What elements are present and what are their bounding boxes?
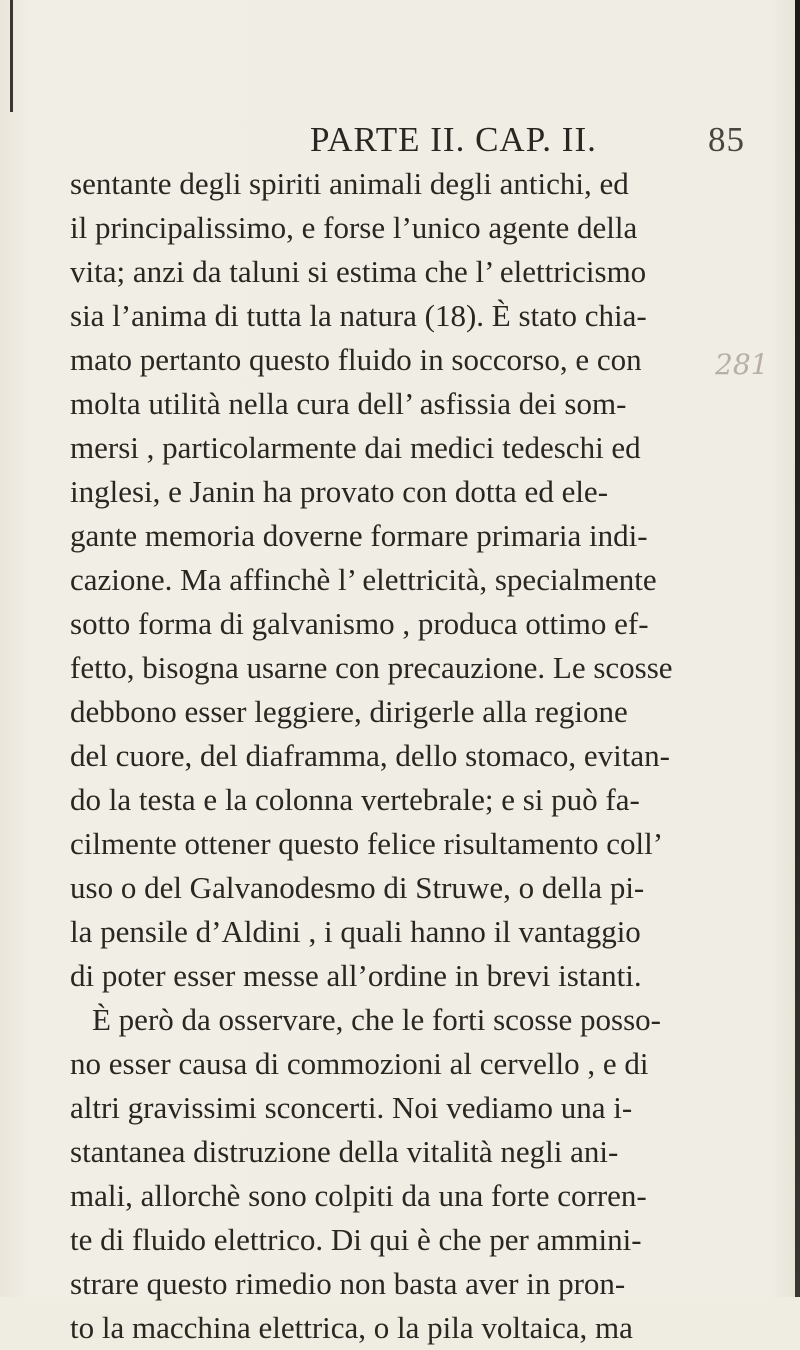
page-left-edge bbox=[10, 0, 13, 112]
text-line: altri gravissimi sconcerti. Noi vediamo una i- bbox=[70, 1090, 633, 1125]
text-line: sotto forma di galvanismo , produca ottimo ef- bbox=[70, 606, 649, 641]
text-line: mali, allorchè sono colpiti da una forte corren- bbox=[70, 1178, 647, 1213]
text-line: È però da osservare, che le forti scosse posso- bbox=[92, 1002, 662, 1037]
page-header bbox=[0, 120, 800, 160]
text-line: gante memoria doverne formare primaria indi- bbox=[70, 518, 648, 553]
text-line: mato pertanto questo fluido in soccorso, e con bbox=[70, 342, 642, 377]
text-line: sia l’anima di tutta la natura (18). È stato chia- bbox=[70, 298, 647, 333]
text-line: te di fluido elettrico. Di qui è che per ammini- bbox=[70, 1222, 642, 1257]
text-line: cilmente ottener questo felice risultamento coll’ bbox=[70, 826, 664, 861]
page-right-edge bbox=[795, 0, 800, 1297]
text-line: vita; anzi da taluni si estima che l’ elettricismo bbox=[70, 254, 647, 289]
text-line: do la testa e la colonna vertebrale; e si può fa- bbox=[70, 782, 640, 817]
running-head: PARTE II. CAP. II. bbox=[310, 120, 597, 159]
text-line: cazione. Ma affinchè l’ elettricità, specialmente bbox=[70, 562, 657, 597]
page-number: 85 bbox=[708, 120, 745, 159]
text-line: no esser causa di commozioni al cervello , e di bbox=[70, 1046, 649, 1081]
text-line: debbono esser leggiere, dirigerle alla regione bbox=[70, 694, 628, 729]
text-line: del cuore, del diaframma, dello stomaco, evitan- bbox=[70, 738, 670, 773]
text-line: to la macchina elettrica, o la pila voltaica, ma bbox=[70, 1310, 633, 1345]
text-line: uso o del Galvanodesmo di Struwe, o della pi- bbox=[70, 870, 645, 905]
text-line: stantanea distruzione della vitalità negli ani- bbox=[70, 1134, 619, 1169]
body-text bbox=[70, 162, 770, 1350]
text-line: sentante degli spiriti animali degli antichi, ed bbox=[70, 166, 629, 201]
text-line: mersi , particolarmente dai medici tedeschi ed bbox=[70, 430, 641, 465]
text-line: il principalissimo, e forse l’unico agente della bbox=[70, 210, 638, 245]
text-line: di poter esser messe all’ordine in brevi istanti. bbox=[70, 958, 642, 993]
text-line: strare questo rimedio non basta aver in pron- bbox=[70, 1266, 626, 1301]
margin-pencil-note: 281 bbox=[715, 348, 769, 381]
text-line: fetto, bisogna usarne con precauzione. Le scosse bbox=[70, 650, 673, 685]
text-line: la pensile d’Aldini , i quali hanno il vantaggio bbox=[70, 914, 641, 949]
text-line: inglesi, e Janin ha provato con dotta ed ele- bbox=[70, 474, 609, 509]
text-line: molta utilità nella cura dell’ asfissia dei som- bbox=[70, 386, 627, 421]
